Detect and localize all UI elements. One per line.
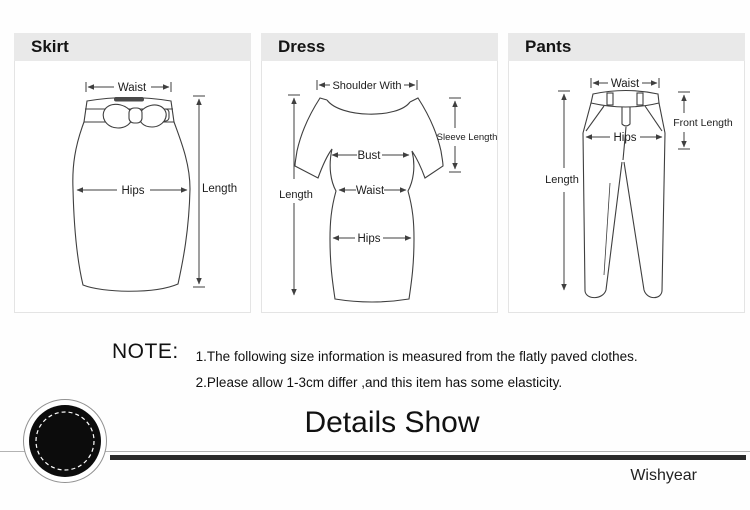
pants-hips-label: Hips: [613, 132, 637, 144]
note-lines: [196, 340, 638, 396]
black-circle-badge-icon: [20, 396, 110, 486]
pants-length-label: Length: [545, 174, 579, 186]
pants-waist-label: Waist: [610, 78, 640, 90]
details-show-heading: Details Show: [304, 406, 480, 439]
pants-length-measure: [558, 91, 570, 290]
dress-waist-label: Waist: [355, 185, 385, 197]
skirt-hips-label: Hips: [121, 185, 145, 197]
panel-dress-header: [261, 33, 498, 61]
skirt-waist-label: Waist: [117, 82, 147, 94]
panel-skirt-body: [14, 61, 251, 313]
dress-shoulder-label: Shoulder With: [332, 80, 402, 92]
note-line-2: 2.Please allow 1-3cm differ ,and this item has some elasticity.: [195, 375, 563, 390]
panel-dress: [261, 33, 498, 313]
brand-name: Wishyear: [630, 467, 697, 484]
panel-dress-title: Dress: [278, 37, 326, 56]
divider-thick-bar: [110, 455, 746, 460]
panel-skirt-header: [14, 33, 251, 61]
dress-outline: [295, 98, 443, 302]
pants-front-length-label: Front Length: [673, 117, 733, 129]
skirt-diagram: [15, 61, 250, 311]
dress-hips-label: Hips: [357, 233, 381, 245]
pants-outline: [583, 91, 665, 298]
skirt-bow: [103, 104, 169, 128]
panel-pants-header: [508, 33, 745, 61]
measurement-panels: [14, 33, 745, 313]
dress-diagram: [262, 61, 497, 311]
panel-pants-body: [508, 61, 745, 313]
pants-diagram: [509, 61, 744, 311]
note-line-1: 1.The following size information is measured from the flatly paved clothes.: [195, 349, 638, 364]
panel-skirt: [14, 33, 251, 313]
panel-skirt-title: Skirt: [31, 37, 69, 56]
panel-pants-title: Pants: [525, 37, 572, 56]
dress-bust-label: Bust: [357, 150, 381, 162]
skirt-length-label: Length: [202, 183, 238, 195]
panel-dress-body: [261, 61, 498, 313]
divider-thin-line: [0, 451, 750, 452]
note-section: [112, 340, 638, 396]
note-label: NOTE:: [112, 340, 179, 363]
dress-sleeve-label: Sleeve Length: [436, 132, 497, 143]
dress-length-label: Length: [279, 189, 313, 201]
panel-pants: [508, 33, 745, 313]
